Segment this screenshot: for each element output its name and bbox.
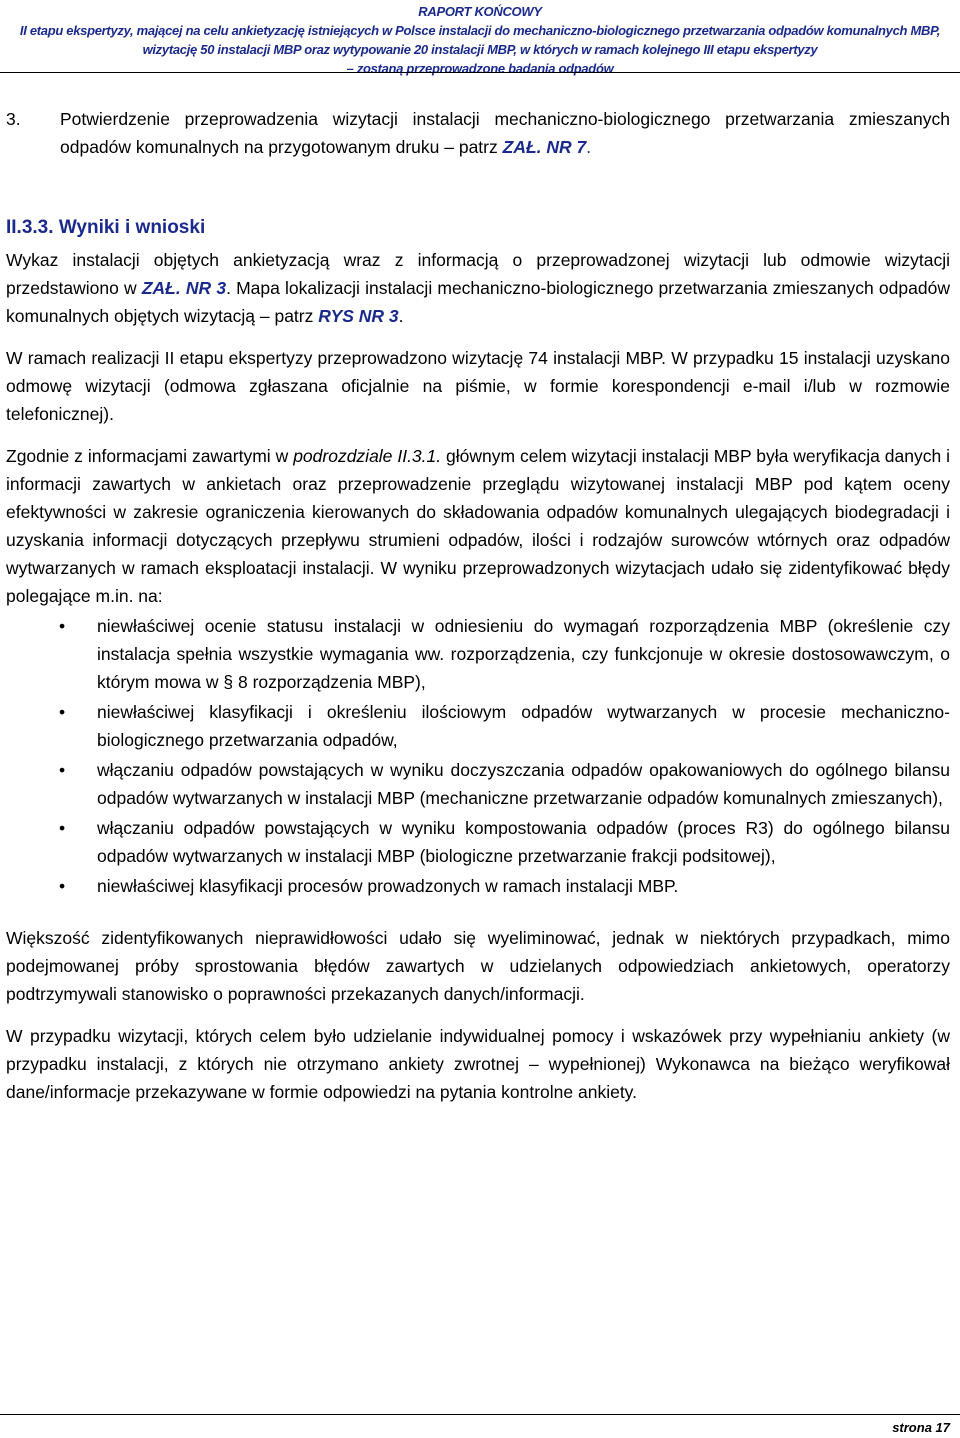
bullet-icon: • [59,818,66,838]
list-item [6,814,950,870]
list-item [6,756,950,812]
errors-list [6,612,950,900]
item-text: Potwierdzenie przeprowadzenia wizytacji instalacji mechaniczno-biologicznego przetwarzania zmieszanych odpadów komunalnych na przygotowanym druku – patrz [60,109,950,157]
attachment-reference-link[interactable]: ZAŁ. NR 7 [502,137,587,157]
list-item [6,872,950,900]
paragraph-installations-list [6,246,950,330]
list-item-text: włączaniu odpadów powstających w wyniku kompostowania odpadów (proces R3) do ogólnego bilansu odpadów wytwarzanych w instalacji MBP (biologiczne przetwarzanie frakcji podsitowej), [97,818,950,866]
item-text-end: . [586,137,592,157]
paragraph-assistance-visits: W przypadku wizytacji, których celem było udzielanie indywidualnej pomocy i wskazówek przy wypełnianiu ankiety (w przypadku instalacji, z których nie otrzymano ankiety zwrotnej – wypełnionej) Wykonawca na bieżąco weryfikował dane/informacje przekazywane w formie odpowiedzi na pytania kontrolne ankiety. [6,1026,950,1102]
spacer [6,1008,950,1022]
paragraph-text: . Mapa lokalizacji instalacji mechaniczno-biologicznego przetwarzania zmieszanych odpadów komunalnych objętych wizytacją – patrz [6,278,950,326]
paragraph-corrections: Większość zidentyfikowanych nieprawidłowości udało się wyeliminować, jednak w niektórych przypadkach, mimo podejmowanej próby sprostowania błędów zawartych w udzielanych odpowiedziach ankietowych, operatorzy podtrzymywali stanowisko o poprawności przekazanych danych/informacji. [6,928,950,1004]
list-item [6,612,950,696]
figure-reference-link[interactable]: RYS NR 3 [318,306,399,326]
spacer [6,902,950,924]
paragraph-text: Zgodnie z informacjami zawartymi w [6,446,289,466]
document-body [6,105,950,1106]
page-header [0,2,960,78]
header-line-2: II etapu ekspertyzy, mającej na celu ankietyzację istniejących w Polsce instalacji do mechaniczno-biologicznego przetwarzania odpadów komunalnych MBP, [19,23,941,38]
paragraph-text: Wykaz instalacji objętych ankietyzacją wraz z informacją o przeprowadzonej wizytacji lub odmowie wizytacji przedstawiono w [6,250,950,298]
list-item-text: niewłaściwej klasyfikacji procesów prowadzonych w ramach instalacji MBP. [97,876,679,896]
header-title: RAPORT KOŃCOWY [418,4,542,19]
section-heading [6,214,950,242]
header-line-3: wizytację 50 instalacji MBP oraz wytypowanie 20 instalacji MBP, w których w ramach kolejnego III etapu ekspertyzy [142,42,818,57]
paragraph-visit-goals [6,442,950,610]
list-item-text: włączaniu odpadów powstających w wyniku doczyszczania odpadów opakowaniowych do ogólnego bilansu odpadów wytwarzanych w instalacji MBP (mechaniczne przetwarzanie odpadów komunalnych zmieszanych), [97,760,950,808]
spacer [6,428,950,442]
bullet-icon: • [59,760,66,780]
paragraph-text: . [398,306,404,326]
page-number: strona 17 [892,1420,950,1435]
section-title: Wyniki i wnioski [58,217,206,238]
paragraph-visits-count: W ramach realizacji II etapu ekspertyzy przeprowadzono wizytację 74 instalacji MBP. W przypadku 15 instalacji uzyskano odmowę wizytacji (odmowa zgłaszana oficjalnie na piśmie, w formie korespondencji e-mail i/lub w rozmowie telefonicznej). [6,348,950,424]
footer-divider [0,1414,960,1415]
list-item-text: niewłaściwej klasyfikacji i określeniu ilościowym odpadów wytwarzanych w procesie mechaniczno-biologicznego przetwarzania odpadów, [97,702,950,750]
paragraph-text: głównym celem wizytacji instalacji MBP była weryfikacja danych i informacji zawartych w ankietach oraz przeprowadzenie przeglądu wizytowanej instalacji MBP pod kątem oceny efektywności w zakresie ograniczenia kierowanych do składowania odpadów komunalnych ulegających biodegradacji i uzyskania informacji dotyczących przepływu strumieni odpadów, ilości i rodzajów surowców wtórnych oraz odpadów wytwarzanych w ramach eksploatacji instalacji. W wyniku przeprowadzonych wizytacjach udało się zidentyfikować błędy polegające m.in. na: [6,446,950,606]
list-item [6,698,950,754]
list-item-text: niewłaściwej ocenie statusu instalacji w odniesieniu do wymagań rozporządzenia MBP (określenie czy instalacja spełnia wszystkie wymagania ww. rozporządzenia, czy funkcjonuje w okresie dostosowawczym, o którym mowa w § 8 rozporządzenia MBP), [97,616,950,692]
spacer [6,330,950,344]
subsection-reference: podrozdziale II.3.1. [293,446,442,466]
bullet-icon: • [59,702,66,722]
numbered-item-3 [6,105,950,161]
header-divider [0,72,960,73]
bullet-icon: • [59,876,66,896]
attachment-reference-link[interactable]: ZAŁ. NR 3 [141,278,227,298]
section-number: II.3.3. [6,217,54,238]
item-number: 3. [6,109,21,129]
bullet-icon: • [59,616,66,636]
header-line-4: – zostaną przeprowadzone badania odpadów [346,61,614,76]
